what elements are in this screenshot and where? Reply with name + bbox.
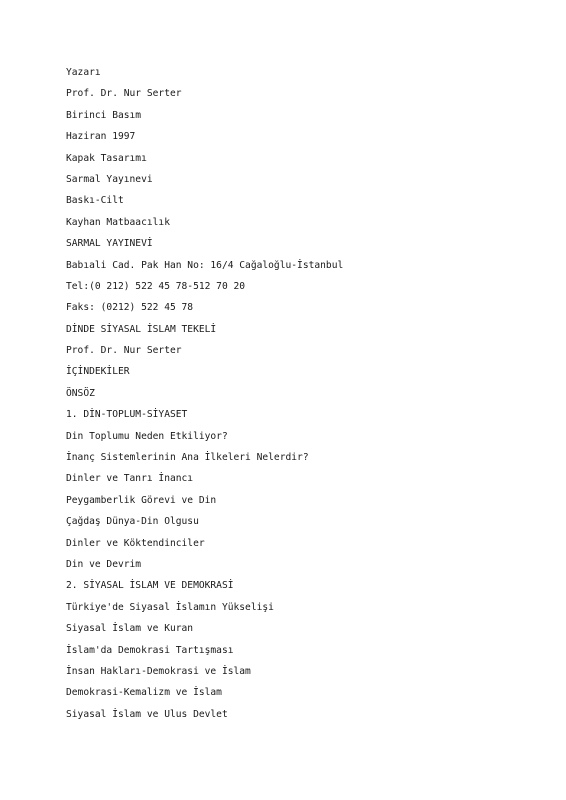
toc-chapter-heading: 1. DİN-TOPLUM-SİYASET <box>66 409 188 421</box>
document-text <box>66 64 343 727</box>
publication-date: Haziran 1997 <box>66 131 136 143</box>
toc-item: ÖNSÖZ <box>66 387 95 399</box>
credit-label-author: Yazarı <box>66 67 101 78</box>
toc-item: İslam'da Demokrasi Tartışması <box>66 644 234 656</box>
toc-item: Dinler ve Tanrı İnancı <box>66 473 194 485</box>
publisher-name: SARMAL YAYINEVİ <box>66 238 153 250</box>
toc-chapter-heading: 2. SİYASAL İSLAM VE DEMOKRASİ <box>66 580 234 592</box>
toc-item: Siyasal İslam ve Ulus Devlet <box>66 708 228 720</box>
edition-label: Birinci Basım <box>66 109 142 121</box>
publisher-phone: Tel:(0 212) 522 45 78-512 70 20 <box>66 280 246 292</box>
publisher-fax: Faks: (0212) 522 45 78 <box>66 302 194 314</box>
book-author: Prof. Dr. Nur Serter <box>66 345 182 357</box>
printer-name: Kayhan Matbaacılık <box>66 216 170 228</box>
toc-item: İnanç Sistemlerinin Ana İlkeleri Nelerdir? <box>66 452 309 464</box>
toc-item: Türkiye'de Siyasal İslamın Yükselişi <box>66 601 274 613</box>
toc-item: Din Toplumu Neden Etkiliyor? <box>66 430 228 442</box>
toc-item: Çağdaş Dünya-Din Olgusu <box>66 516 199 528</box>
book-title: DİNDE SİYASAL İSLAM TEKELİ <box>66 323 217 335</box>
publisher-address: Babıali Cad. Pak Han No: 16/4 Cağaloğlu-İstanbul <box>66 259 344 271</box>
toc-item: Siyasal İslam ve Kuran <box>66 623 194 635</box>
toc-item: Demokrasi-Kemalizm ve İslam <box>66 687 222 699</box>
toc-item: Peygamberlik Görevi ve Din <box>66 494 217 506</box>
cover-designer: Sarmal Yayınevi <box>66 173 153 185</box>
author-name: Prof. Dr. Nur Serter <box>66 88 182 100</box>
toc-item: İnsan Hakları-Demokrasi ve İslam <box>66 665 251 677</box>
credit-label-cover-design: Kapak Tasarımı <box>66 152 147 164</box>
credit-label-printing: Baskı-Cilt <box>66 195 124 207</box>
toc-item: Din ve Devrim <box>66 558 142 570</box>
toc-heading: İÇİNDEKİLER <box>66 366 130 378</box>
toc-item: Dinler ve Köktendinciler <box>66 537 205 549</box>
